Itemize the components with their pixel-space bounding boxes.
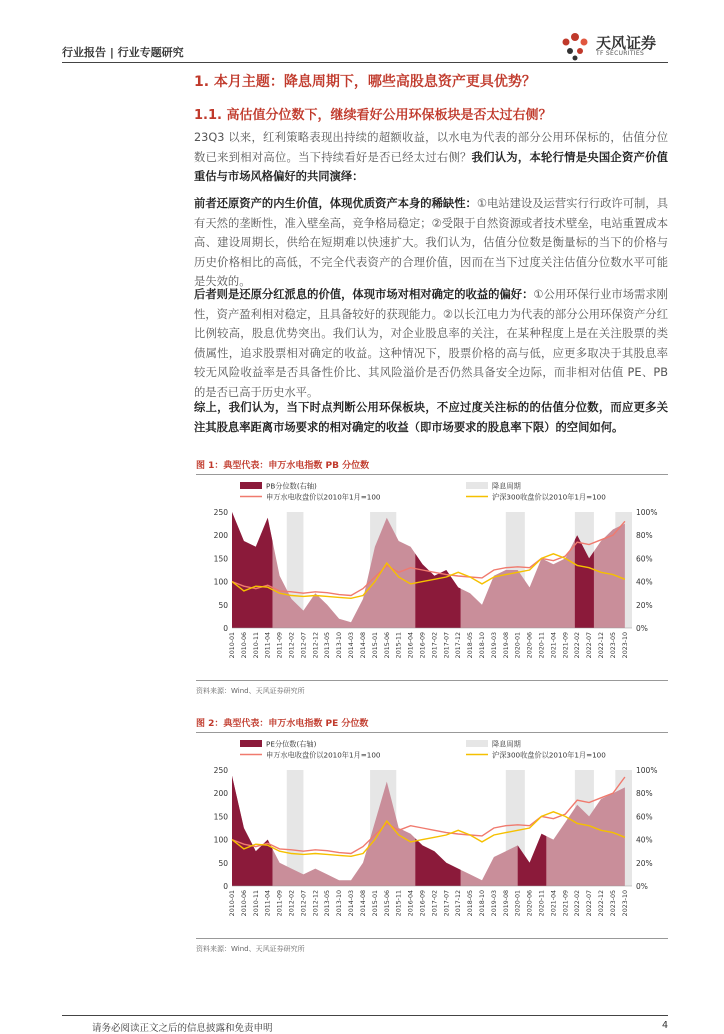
section-heading: 1. 本月主题：降息周期下，哪些高股息资产更具优势？ xyxy=(194,74,536,90)
fig2-xtick: 2022-07 xyxy=(586,890,594,917)
fig1-xtick: 2010-01 xyxy=(229,632,236,659)
fig2-xtick: 2013-05 xyxy=(324,890,332,917)
fig2-xtick: 2012-02 xyxy=(288,890,296,917)
fig1-xtick: 2018-05 xyxy=(467,632,475,659)
fig1-xtick: 2021-04 xyxy=(550,632,558,659)
fig1-xtick: 2016-04 xyxy=(407,632,415,659)
fig2-xtick: 2012-12 xyxy=(312,890,320,917)
paragraph-4-bold: 综上，我们认为，当下时点判断公用环保板块，不应过度关注标的的估值分位数，而应更多关注其股息率距离市场要求的相对确定的收益（即市场要求的股息率下限）的空间如何。 xyxy=(194,401,668,434)
fig1-xtick: 2015-06 xyxy=(383,632,391,659)
fig1-xtick: 2023-10 xyxy=(621,632,629,659)
fig1-xtick: 2014-08 xyxy=(360,632,367,659)
fig2-ytick-right: 40% xyxy=(636,835,653,845)
fig2-xtick: 2020-01 xyxy=(514,890,522,917)
fig2-xtick: 2015-01 xyxy=(371,890,379,917)
fig1-xtick: 2016-09 xyxy=(419,632,427,659)
fig1-xtick: 2012-12 xyxy=(312,632,320,659)
fig2-ytick-right: 80% xyxy=(636,789,653,799)
fig1-xtick: 2020-01 xyxy=(514,632,522,659)
page-header xyxy=(62,34,668,64)
fig1-xtick: 2017-07 xyxy=(443,632,451,659)
fig1-legend-label-1: 降息周期 xyxy=(492,481,521,491)
fig1-ytick-right: 0% xyxy=(636,624,648,633)
fig1-legend-swatch-0 xyxy=(240,482,262,489)
fig1-xtick: 2012-07 xyxy=(300,632,308,659)
fig1-ytick-left: 150 xyxy=(213,554,228,564)
fig1-xtick: 2011-04 xyxy=(264,632,272,659)
fig2-xtick: 2018-05 xyxy=(467,890,475,917)
fig2-xtick: 2017-02 xyxy=(431,890,439,917)
fig1-ytick-right: 100% xyxy=(636,508,658,517)
fig1-ytick-left: 0 xyxy=(223,624,228,633)
fig2-legend-label-2: 申万水电收盘价以2010年1月=100 xyxy=(266,750,381,760)
page-number: 4 xyxy=(661,1020,668,1031)
fig2-ytick-left: 250 xyxy=(213,766,228,775)
fig2-legend-swatch-1 xyxy=(466,740,488,747)
figure-1-bottom-rule xyxy=(196,680,668,681)
fig1-ytick-right: 20% xyxy=(636,600,653,610)
fig2-xtick: 2013-10 xyxy=(336,890,344,917)
fig2-xtick: 2019-08 xyxy=(502,890,510,917)
fig2-xtick: 2019-03 xyxy=(490,890,498,917)
fig2-xtick: 2017-07 xyxy=(443,890,451,917)
figure-2-title: 图 2：典型代表：申万水电指数 PE 分位数 xyxy=(196,719,369,729)
paragraph-1-bold: 我们认为，本轮行情是央国企资产价值重估与市场风格偏好的共同演绎： xyxy=(194,150,668,184)
fig2-ytick-left: 50 xyxy=(218,858,228,868)
fig2-ytick-left: 200 xyxy=(213,789,228,799)
paragraph-3-bold: 后者则是还原分红派息的价值，体现市场对相对确定的收益的偏好： xyxy=(194,288,534,301)
fig2-xtick: 2010-06 xyxy=(240,890,248,917)
fig1-legend-label-3: 沪深300收盘价以2010年1月=100 xyxy=(492,492,606,502)
fig1-xtick: 2015-11 xyxy=(395,632,403,659)
fig2-ytick-right: 0% xyxy=(636,882,648,891)
paragraph-2-bold: 前者还原资产的内生价值，体现优质资产本身的稀缺性： xyxy=(194,197,477,210)
fig1-xtick: 2010-11 xyxy=(252,632,260,659)
fig1-legend-label-2: 申万水电收盘价以2010年1月=100 xyxy=(266,492,381,502)
figure-1-rule xyxy=(196,474,668,475)
fig2-xtick: 2021-09 xyxy=(562,890,570,917)
subsection-heading: 1.1. 高估值分位数下，继续看好公用环保板块是否太过右侧？ xyxy=(194,108,552,123)
fig2-xtick: 2011-09 xyxy=(276,890,284,917)
fig1-xtick: 2013-05 xyxy=(324,632,332,659)
paragraph-4 xyxy=(194,398,668,437)
logo-en-text: TF SECURITIES xyxy=(596,50,645,57)
fig2-ytick-right: 100% xyxy=(636,766,658,775)
fig2-xtick: 2012-07 xyxy=(300,890,308,917)
fig2-ytick-left: 100 xyxy=(213,835,228,845)
fig1-ytick-left: 250 xyxy=(213,508,228,517)
fig2-legend-swatch-0 xyxy=(240,740,262,747)
fig2-xtick: 2017-12 xyxy=(455,890,463,917)
fig2-xtick: 2018-10 xyxy=(479,890,486,917)
header-rule xyxy=(62,62,668,63)
fig1-xtick: 2022-02 xyxy=(574,632,582,659)
figure-2-bottom-rule xyxy=(196,938,668,939)
paragraph-2-text: ①电站建设及运营实行行政许可制，具有天然的垄断性，准入壁垒高，竞争格局稳定；②受限于自然资源或者技术壁垒，电站重置成本高、建设周期长，供给在短期难以快速扩大。我们认为，估值分位数是衡量标的当下的价格与历史价格相比的高低，不完全代表资产的合理价值，因而在当下过度关注估值分位数水平可能是失效的。 xyxy=(194,197,668,289)
breadcrumb: 行业报告 | 行业专题研究 xyxy=(62,46,184,59)
figure-2-source: 资料来源：Wind、天风证券研究所 xyxy=(196,945,305,953)
fig1-xtick: 2010-06 xyxy=(240,632,248,659)
fig2-xtick: 2014-03 xyxy=(348,890,355,917)
logo-icon xyxy=(556,28,594,62)
fig2-ytick-right: 60% xyxy=(636,812,653,822)
footer-rule xyxy=(62,1015,668,1016)
figure-2-chart xyxy=(196,736,668,936)
fig2-ytick-left: 0 xyxy=(223,882,228,891)
fig2-xtick: 2015-06 xyxy=(383,890,391,917)
fig2-xtick: 2010-01 xyxy=(229,890,236,917)
figure-1-source: 资料来源：Wind、天风证券研究所 xyxy=(196,687,305,695)
fig1-ytick-right: 40% xyxy=(636,577,653,587)
fig2-xtick: 2023-10 xyxy=(621,890,629,917)
fig1-xtick: 2019-03 xyxy=(490,632,498,659)
fig1-xtick: 2022-07 xyxy=(586,632,594,659)
fig1-ytick-left: 100 xyxy=(213,577,228,587)
paragraph-1 xyxy=(194,128,668,187)
fig1-xtick: 2022-12 xyxy=(598,632,605,659)
fig2-xtick: 2021-04 xyxy=(550,890,558,917)
fig1-xtick: 2020-11 xyxy=(538,632,546,659)
fig1-xtick: 2015-01 xyxy=(371,632,379,659)
footer-disclaimer: 请务必阅读正文之后的信息披露和免责申明 xyxy=(92,1023,273,1034)
fig2-xtick: 2014-08 xyxy=(360,890,367,917)
fig2-xtick: 2015-11 xyxy=(395,890,403,917)
figure-1-title: 图 1：典型代表：申万水电指数 PB 分位数 xyxy=(196,461,370,471)
fig1-xtick: 2019-08 xyxy=(502,632,510,659)
fig1-xtick: 2017-02 xyxy=(431,632,439,659)
fig2-xtick: 2020-11 xyxy=(538,890,546,917)
fig1-ytick-right: 80% xyxy=(636,531,653,541)
logo-cn-text: 天风证券 xyxy=(596,34,657,52)
fig1-legend-swatch-1 xyxy=(466,482,488,489)
fig1-xtick: 2020-06 xyxy=(526,632,534,659)
fig1-legend-label-0: PB分位数(右轴) xyxy=(266,481,317,491)
fig1-xtick: 2012-02 xyxy=(288,632,296,659)
fig1-xtick: 2011-09 xyxy=(276,632,284,659)
fig2-xtick: 2010-11 xyxy=(252,890,260,917)
fig2-ytick-right: 20% xyxy=(636,858,653,868)
fig1-ytick-left: 50 xyxy=(218,600,228,610)
figure-1-chart xyxy=(196,478,668,678)
figure-2-rule xyxy=(196,732,668,733)
fig1-xtick: 2017-12 xyxy=(455,632,463,659)
fig2-legend-label-3: 沪深300收盘价以2010年1月=100 xyxy=(492,750,606,760)
fig1-xtick: 2018-10 xyxy=(479,632,486,659)
paragraph-3 xyxy=(194,285,668,403)
fig1-ytick-left: 200 xyxy=(213,531,228,541)
fig1-xtick: 2023-05 xyxy=(610,632,617,659)
fig2-xtick: 2022-02 xyxy=(574,890,582,917)
fig2-xtick: 2022-12 xyxy=(598,890,605,917)
fig2-legend-label-1: 降息周期 xyxy=(492,739,521,749)
fig2-ytick-left: 150 xyxy=(213,812,228,822)
fig2-xtick: 2023-05 xyxy=(610,890,617,917)
fig1-xtick: 2014-03 xyxy=(348,632,355,659)
fig1-ytick-right: 60% xyxy=(636,554,653,564)
paragraph-2 xyxy=(194,194,668,292)
company-logo xyxy=(556,28,668,62)
paragraph-1-text: 23Q3 以来，红利策略表现出持续的超额收益，以水电为代表的部分公用环保标的，估值分位数已来到相对高位。当下持续看好是否已经太过右侧？ xyxy=(194,131,668,164)
paragraph-3-text: ①公用环保行业市场需求刚性，资产盈利相对稳定，且具备较好的获现能力。②以长江电力为代表的部分公用环保资产分红比例较高，股息优势突出。我们认为，对企业股息率的关注，在某种程度上是在关注股票的类债属性，追求股票相对确定的收益。这种情况下，股票价格的高与低，应更多取决于其股息率较无风险收益率是否具备性价比、其风险溢价是否仍然具备安全边际，而非相对估值 PE、PB 的是否已高于历史水平。 xyxy=(194,288,668,399)
fig2-xtick: 2016-04 xyxy=(407,890,415,917)
fig1-xtick: 2021-09 xyxy=(562,632,570,659)
fig2-xtick: 2020-06 xyxy=(526,890,534,917)
fig2-xtick: 2011-04 xyxy=(264,890,272,917)
fig2-legend-label-0: PE分位数(右轴) xyxy=(266,739,317,749)
fig2-xtick: 2016-09 xyxy=(419,890,427,917)
fig1-xtick: 2013-10 xyxy=(336,632,344,659)
